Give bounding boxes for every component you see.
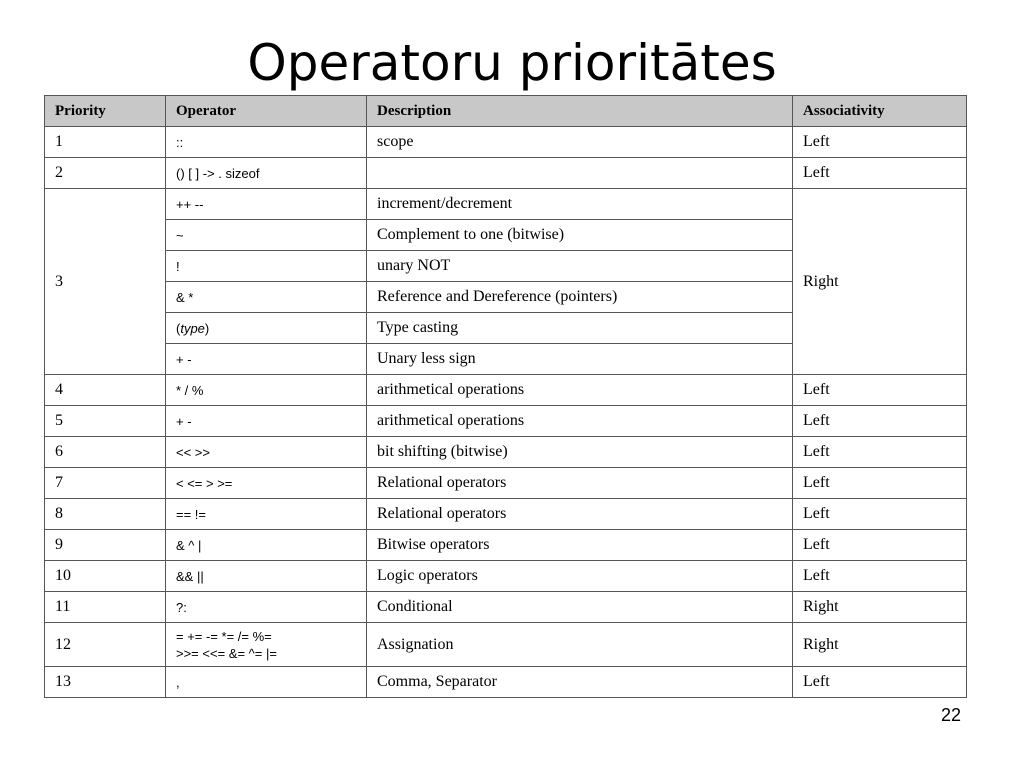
description-cell: Assignation xyxy=(367,623,793,667)
operator-close-paren: ) xyxy=(204,320,210,336)
associativity-cell: Left xyxy=(793,667,967,698)
table-row xyxy=(45,468,967,499)
operator-cell: < <= > >= xyxy=(166,468,367,499)
page-number: 22 xyxy=(940,705,961,725)
operator-cell: ?: xyxy=(166,592,367,623)
description-cell: Bitwise operators xyxy=(367,530,793,561)
operator-cell: & ^ | xyxy=(166,530,367,561)
description-cell: Conditional xyxy=(367,592,793,623)
description-cell: arithmetical operations xyxy=(367,375,793,406)
table-row xyxy=(45,158,967,189)
description-cell xyxy=(367,158,793,189)
operator-line-1: = += -= *= /= %= xyxy=(176,628,272,644)
table-row xyxy=(45,127,967,158)
table-row xyxy=(45,561,967,592)
description-cell: bit shifting (bitwise) xyxy=(367,437,793,468)
table-row xyxy=(45,375,967,406)
operator-cell: + - xyxy=(166,344,367,375)
slide-title: Operatoru prioritātes xyxy=(247,34,777,92)
operator-cell: == != xyxy=(166,499,367,530)
operator-cell: & * xyxy=(166,282,367,313)
associativity-cell: Left xyxy=(793,127,967,158)
priority-cell: 13 xyxy=(45,667,166,698)
table-row xyxy=(45,189,967,220)
associativity-cell: Left xyxy=(793,561,967,592)
operator-cell: << >> xyxy=(166,437,367,468)
priority-cell: 10 xyxy=(45,561,166,592)
header-associativity: Associativity xyxy=(793,96,967,127)
table-row xyxy=(45,437,967,468)
table-row xyxy=(45,623,967,667)
associativity-cell: Left xyxy=(793,499,967,530)
operator-cell: ++ -- xyxy=(166,189,367,220)
associativity-cell: Left xyxy=(793,437,967,468)
description-cell: Comma, Separator xyxy=(367,667,793,698)
priority-cell: 4 xyxy=(45,375,166,406)
priority-cell: 2 xyxy=(45,158,166,189)
operator-cell xyxy=(166,623,367,667)
description-cell: Complement to one (bitwise) xyxy=(367,220,793,251)
associativity-cell: Left xyxy=(793,530,967,561)
priority-cell: 7 xyxy=(45,468,166,499)
operator-open-paren: ( xyxy=(176,320,181,336)
description-cell: arithmetical operations xyxy=(367,406,793,437)
associativity-cell: Right xyxy=(793,623,967,667)
description-cell: Relational operators xyxy=(367,468,793,499)
description-cell: scope xyxy=(367,127,793,158)
priority-cell: 8 xyxy=(45,499,166,530)
operator-type-italic: type xyxy=(180,320,205,336)
operator-cell: () [ ] -> . sizeof xyxy=(166,158,367,189)
operator-cell: && || xyxy=(166,561,367,592)
description-cell: increment/decrement xyxy=(367,189,793,220)
associativity-cell: Right xyxy=(793,592,967,623)
operator-cell: :: xyxy=(166,127,367,158)
priority-cell: 3 xyxy=(45,189,166,375)
operator-cell: ! xyxy=(166,251,367,282)
associativity-cell: Left xyxy=(793,375,967,406)
description-cell: Unary less sign xyxy=(367,344,793,375)
priority-cell: 11 xyxy=(45,592,166,623)
operator-priority-table xyxy=(44,95,967,698)
table-row xyxy=(45,530,967,561)
priority-cell: 5 xyxy=(45,406,166,437)
priority-cell: 9 xyxy=(45,530,166,561)
description-cell: Logic operators xyxy=(367,561,793,592)
table-row xyxy=(45,667,967,698)
table-row xyxy=(45,592,967,623)
header-operator: Operator xyxy=(166,96,367,127)
priority-cell: 12 xyxy=(45,623,166,667)
operator-cell: ~ xyxy=(166,220,367,251)
table-row xyxy=(45,499,967,530)
description-cell: Type casting xyxy=(367,313,793,344)
operator-cell xyxy=(166,313,367,344)
header-description: Description xyxy=(367,96,793,127)
associativity-cell: Right xyxy=(793,189,967,375)
operator-cell: , xyxy=(166,667,367,698)
associativity-cell: Left xyxy=(793,468,967,499)
operator-line-2: >>= <<= &= ^= |= xyxy=(176,645,277,661)
priority-cell: 6 xyxy=(45,437,166,468)
description-cell: Relational operators xyxy=(367,499,793,530)
priority-cell: 1 xyxy=(45,127,166,158)
operator-cell: * / % xyxy=(166,375,367,406)
description-cell: Reference and Dereference (pointers) xyxy=(367,282,793,313)
operator-cell: + - xyxy=(166,406,367,437)
table-header-row xyxy=(45,96,967,127)
header-priority: Priority xyxy=(45,96,166,127)
associativity-cell: Left xyxy=(793,158,967,189)
associativity-cell: Left xyxy=(793,406,967,437)
description-cell: unary NOT xyxy=(367,251,793,282)
table-row xyxy=(45,406,967,437)
